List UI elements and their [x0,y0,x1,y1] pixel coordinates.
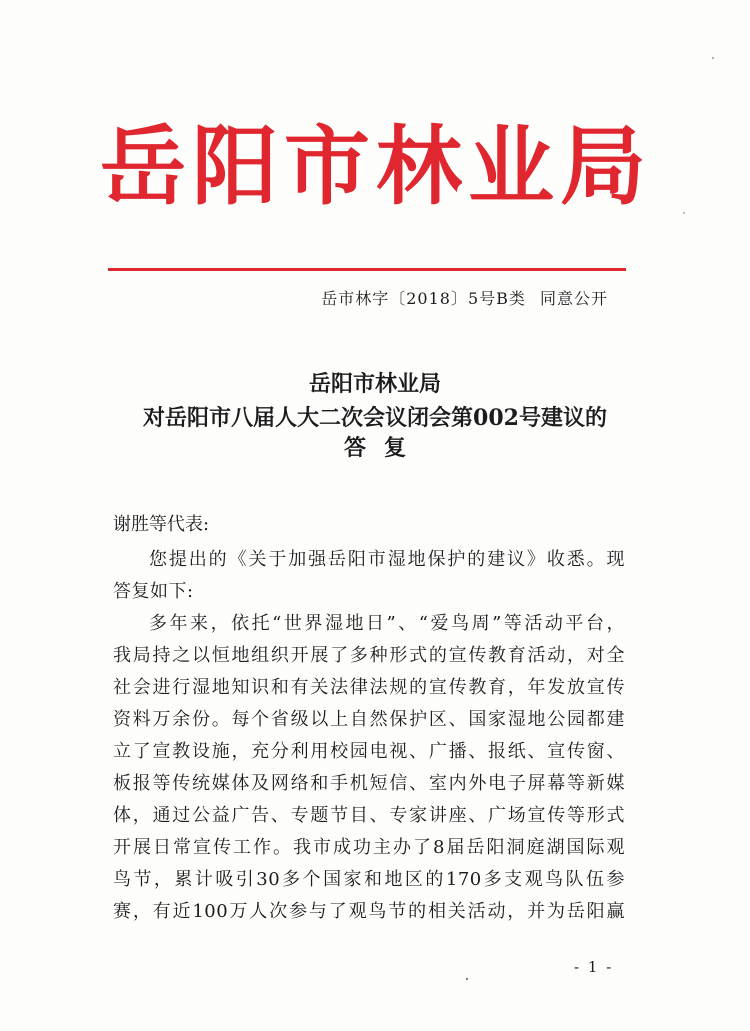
body-line: 体，通过公益广告、专题节目、专家讲座、广场宣传等形式 [113,805,625,826]
body-line: 板报等传统媒体及网络和手机短信、室内外电子屏幕等新媒 [113,773,625,794]
document-title-line-2: 对岳阳市八届人大二次会议闭会第002号建议的 [143,405,607,431]
body-line: 赛，有近100万人次参与了观鸟节的相关活动，并为岳阳赢 [113,901,625,922]
letterhead-red-rule [108,268,626,271]
page-number: - 1 - [574,958,614,976]
document-title-line-3: 答复 [343,435,424,461]
disclosure-status: 同意公开 [539,289,608,308]
letterhead-title: 岳阳市林业局 [100,116,652,217]
body-line: 您提出的《关于加强岳阳市湿地保护的建议》收悉。现 [149,549,625,570]
document-title-line-1: 岳阳市林业局 [308,371,441,397]
scan-speck [466,978,468,980]
document-number-line [313,286,608,309]
body-line: 社会进行湿地知识和有关法律法规的宣传教育，年发放宣传 [113,677,625,698]
document-number: 岳市林字〔2018〕5号B类 [321,289,526,308]
body-line: 鸟节，累计吸引30多个国家和地区的170多支观鸟队伍参 [113,869,625,890]
body-line: 立了宣教设施，充分利用校园电视、广播、报纸、宣传窗、 [113,741,625,762]
body-line: 多年来，依托“世界湿地日”、“爱鸟周”等活动平台， [149,613,625,634]
scan-speck [712,57,714,59]
body-line: 开展日常宣传工作。我市成功主办了8届岳阳洞庭湖国际观 [113,837,625,858]
body-line: 资料万余份。每个省级以上自然保护区、国家湿地公园都建 [113,709,625,730]
body-line: 我局持之以恒地组织开展了多种形式的宣传教育活动，对全 [113,645,625,666]
scan-speck [683,212,685,214]
body-line: 答复如下: [113,581,194,602]
salutation: 谢胜等代表: [113,514,210,535]
